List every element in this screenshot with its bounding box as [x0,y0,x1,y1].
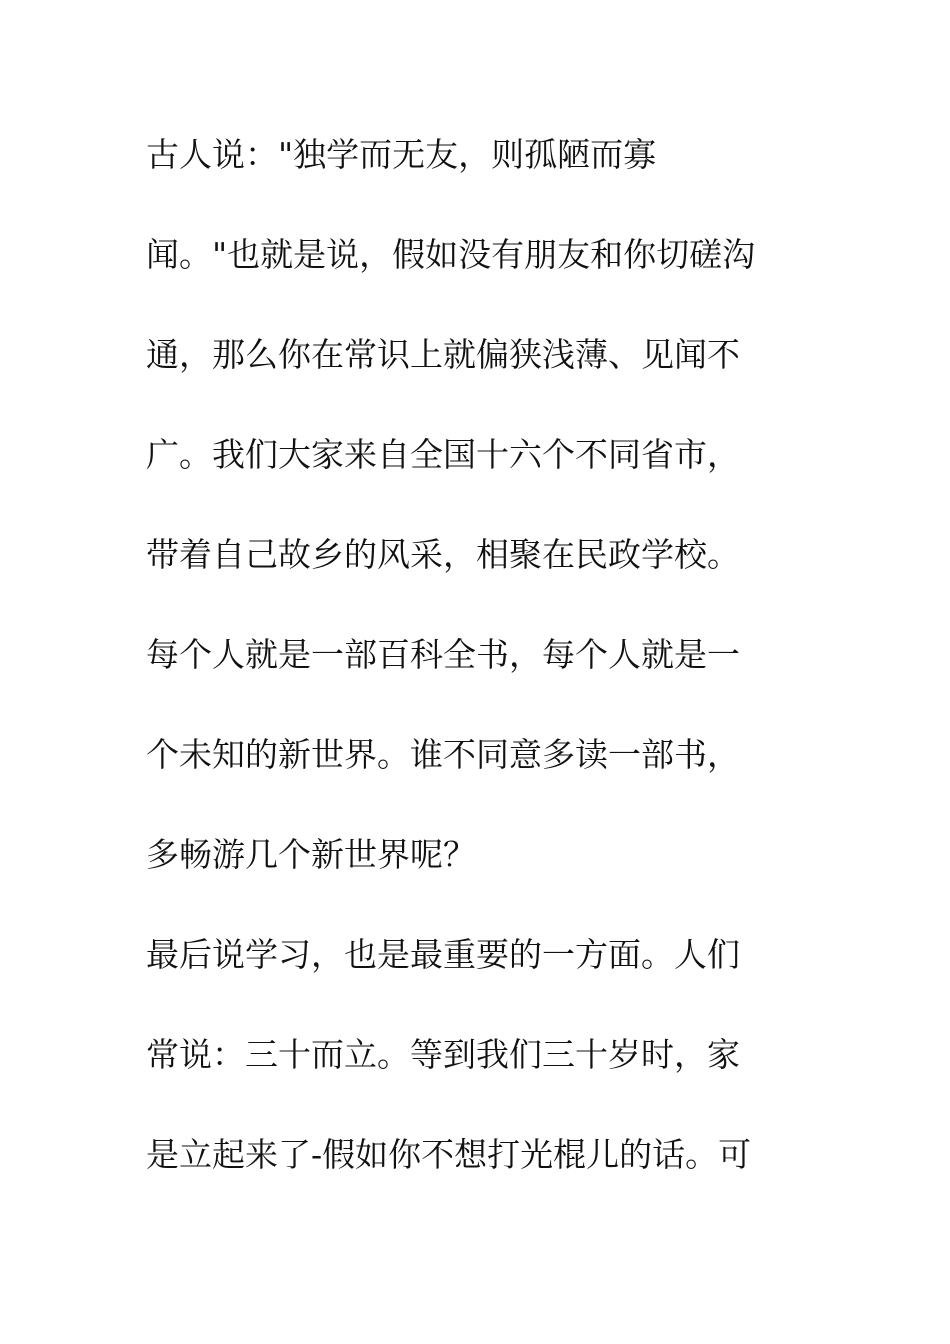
text-line-9: 最后说学习，也是最重要的一方面。人们 [146,935,740,974]
text-line-7: 个未知的新世界。谁不同意多读一部书， [146,735,740,774]
text-line-11: 是立起来了-假如你不想打光棍儿的话。可 [146,1135,752,1174]
text-line-4: 广。我们大家来自全国十六个不同省市， [146,435,740,474]
text-line-10: 常说：三十而立。等到我们三十岁时，家 [146,1035,740,1074]
document-body [146,130,806,1230]
text-line-1: 古人说："独学而无友，则孤陋而寡 [146,135,657,174]
text-line-5: 带着自己故乡的风采，相聚在民政学校。 [146,535,740,574]
text-line-6: 每个人就是一部百科全书，每个人就是一 [146,635,740,674]
text-line-8: 多畅游几个新世界呢？ [146,835,476,874]
text-line-2: 闻。"也就是说，假如没有朋友和你切磋沟 [146,235,756,274]
text-line-3: 通，那么你在常识上就偏狭浅薄、见闻不 [146,335,740,374]
